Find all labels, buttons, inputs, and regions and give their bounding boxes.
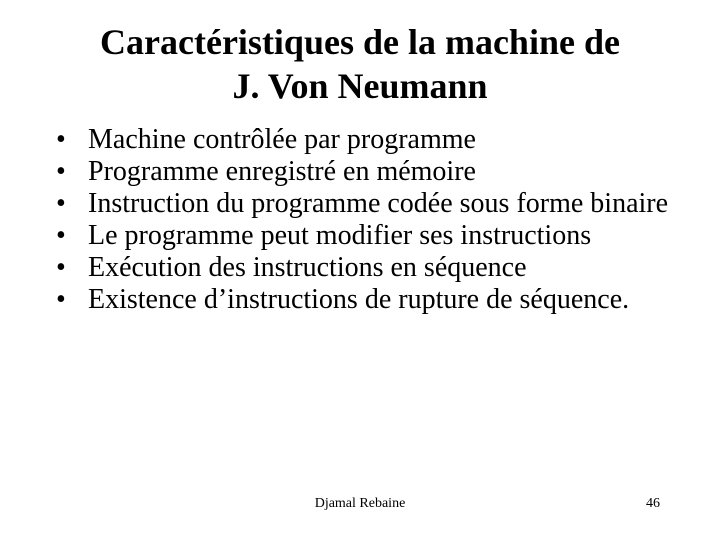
bullet-item	[56, 220, 676, 252]
bullet-item	[56, 252, 676, 284]
slide-title	[40, 20, 680, 108]
bullet-icon: •	[56, 284, 66, 315]
bullet-item	[56, 156, 676, 188]
bullet-text: Le programme peut modifier ses instructions	[88, 220, 592, 251]
bullet-text: Programme enregistré en mémoire	[88, 156, 476, 187]
bullet-icon: •	[56, 252, 66, 283]
bullet-item	[56, 124, 676, 156]
bullet-icon: •	[56, 156, 66, 187]
footer-author: Djamal Rebaine	[314, 496, 406, 511]
bullet-item	[56, 284, 676, 316]
slide-title-line-1: Caractéristiques de la machine de	[100, 22, 620, 62]
bullet-text: Existence d’instructions de rupture de séquence.	[88, 284, 630, 315]
bullet-list	[56, 124, 676, 316]
bullet-icon: •	[56, 124, 66, 155]
bullet-icon: •	[56, 188, 66, 219]
bullet-text: Machine contrôlée par programme	[88, 124, 476, 155]
bullet-text: Instruction du programme codée sous forme binaire	[88, 188, 669, 219]
bullet-icon: •	[56, 220, 66, 251]
slide-title-line-2: J. Von Neumann	[232, 66, 488, 106]
page-number: 46	[646, 496, 660, 511]
bullet-item	[56, 188, 676, 220]
bullet-text: Exécution des instructions en séquence	[88, 252, 527, 283]
